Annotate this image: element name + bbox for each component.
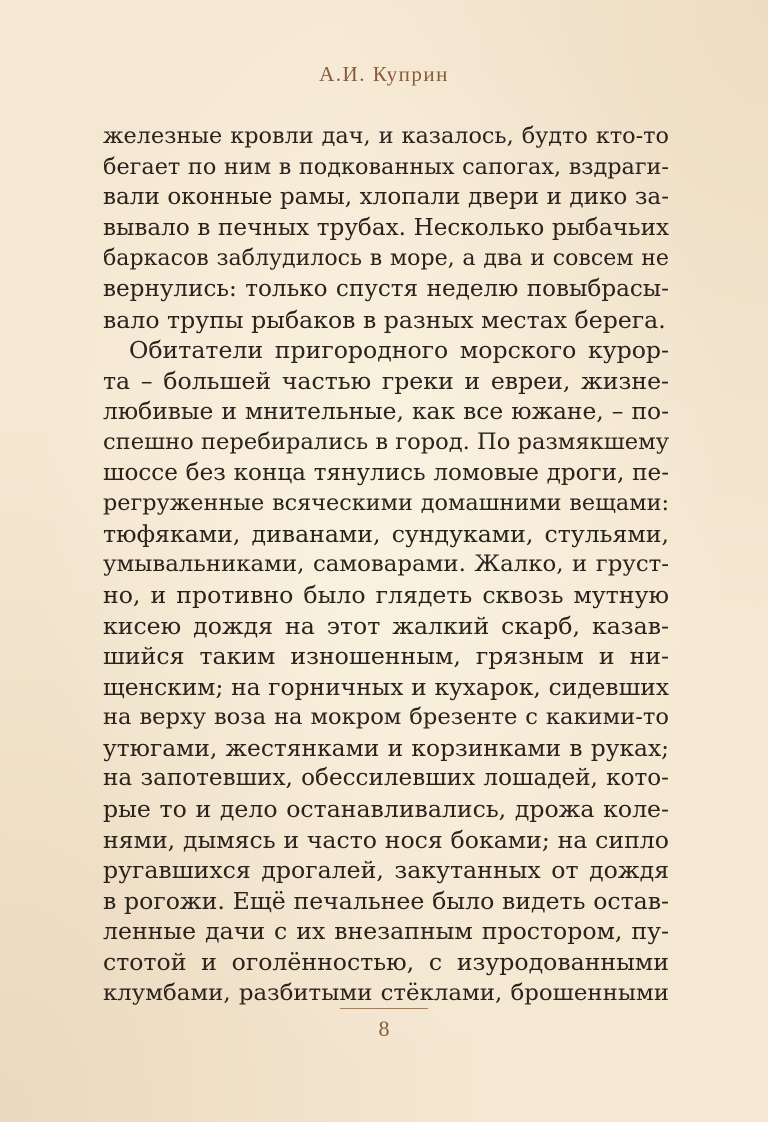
- text-line: вали оконные рамы, хлопали двери и дико за-: [103, 184, 669, 211]
- text-line: баркасов заблудилось в море, а два и совсем не: [103, 245, 669, 272]
- footer-rule: [340, 1008, 428, 1009]
- text-line: стотой и оголённостью, с изуродованными: [103, 948, 669, 977]
- text-line: в рогожи. Ещё печальнее было видеть остав-: [103, 886, 669, 915]
- text-line: шоссе без конца тянулись ломовые дроги, пе-: [103, 459, 669, 486]
- paragraph-first-line: Обитатели пригородного морского курор-: [129, 336, 669, 365]
- body-text: [103, 121, 669, 1008]
- text-line: кисею дождя на этот жалкий скарб, казав-: [103, 611, 669, 640]
- text-line: вывало в печных трубах. Несколько рыбачьих: [103, 214, 669, 241]
- text-line: ленные дачи с их внезапным простором, пу-: [103, 917, 669, 946]
- text-line: ругавшихся дрогалей, закутанных от дождя: [103, 856, 669, 885]
- text-line: спешно перебирались в город. По размякшему: [103, 428, 669, 455]
- text-line: вало трупы рыбаков в разных местах берега.: [103, 305, 666, 334]
- page-number: 8: [378, 1016, 390, 1041]
- text-line: тюфяками, диванами, сундуками, стульями,: [103, 519, 669, 548]
- text-line: регруженные всяческими домашними вещами:: [103, 490, 669, 517]
- text-line: любивые и мнительные, как все южане, – по-: [103, 397, 669, 426]
- text-line: та – большей частью греки и евреи, жизне-: [103, 366, 669, 395]
- text-line: на верху воза на мокром брезенте с какими-то: [103, 704, 669, 731]
- text-line: но, и противно было глядеть сквозь мутную: [103, 580, 669, 609]
- text-line: щенским; на горничных и кухарок, сидевших: [103, 672, 669, 701]
- running-head: А.И. Куприн: [319, 62, 449, 86]
- text-line: шийся таким изношенным, грязным и ни-: [103, 642, 669, 671]
- text-line: нями, дымясь и часто нося боками; на сипло: [103, 825, 669, 854]
- text-line: клумбами, разбитыми стёклами, брошенными: [103, 979, 669, 1006]
- text-line: утюгами, жестянками и корзинками в руках;: [103, 733, 669, 762]
- text-line: бегает по ним в подкованных сапогах, вздраги-: [103, 153, 669, 180]
- text-line: железные кровли дач, и казалось, будто кто-то: [103, 123, 669, 149]
- text-line: на запотевших, обессилевших лошадей, кото-: [103, 765, 669, 792]
- text-line: рые то и дело останавливались, дрожа коле-: [103, 795, 669, 824]
- text-line: вернулись: только спустя неделю повыбрасы-: [103, 275, 669, 302]
- text-line: умывальниками, самоварами. Жалко, и груст-: [103, 551, 669, 578]
